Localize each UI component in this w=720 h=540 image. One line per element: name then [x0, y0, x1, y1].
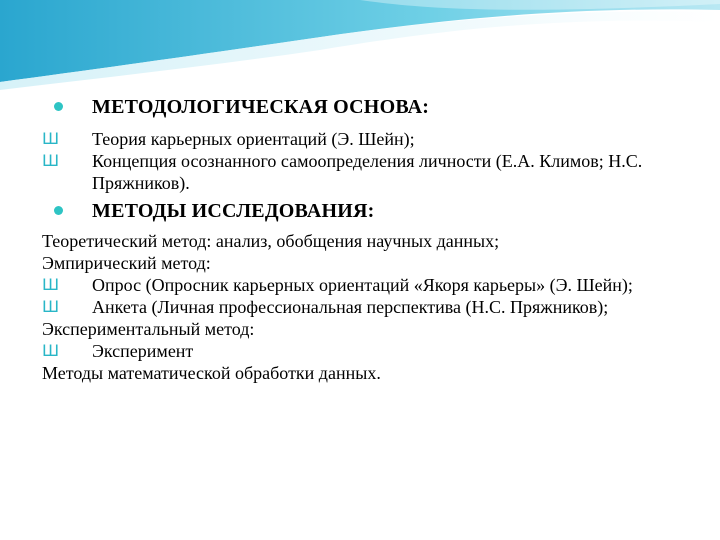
section-heading: МЕТОДЫ ИССЛЕДОВАНИЯ: — [92, 200, 375, 222]
empirical-method: Эмпирический метод: — [42, 253, 211, 273]
bullet-marker-icon: Ш — [42, 151, 60, 170]
list-item — [42, 150, 692, 194]
list-item — [42, 128, 692, 150]
bullet-dot-icon — [54, 102, 63, 111]
bullet-marker-icon: Ш — [42, 297, 60, 316]
list-item-text: Опрос (Опросник карьерных ориентаций «Якоря карьеры» (Э. Шейн); — [92, 275, 633, 295]
experimental-method: Экспериментальный метод: — [42, 319, 255, 339]
list-item-text: Анкета (Личная профессиональная перспектива (Н.С. Пряжников); — [92, 297, 609, 317]
list-item-text: Эксперимент — [92, 341, 194, 361]
bullet-dot-icon — [54, 206, 63, 215]
theoretical-method: Теоретический метод: анализ, обобщения научных данных; — [42, 231, 500, 251]
section-research-methods — [42, 200, 692, 230]
math-methods: Методы математической обработки данных. — [42, 363, 381, 383]
section-heading: МЕТОДОЛОГИЧЕСКАЯ ОСНОВА: — [92, 96, 430, 118]
bullet-marker-icon: Ш — [42, 275, 60, 294]
header-wave-decoration — [0, 0, 720, 90]
list-item — [42, 274, 692, 296]
bullet-marker-icon: Ш — [42, 129, 60, 148]
bullet-marker-icon: Ш — [42, 341, 60, 360]
list-item-text: Концепция осознанного самоопределения личности (Е.А. Климов; Н.С. Пряжников). — [92, 151, 643, 193]
list-item — [42, 340, 692, 362]
section-methodological-basis — [42, 96, 692, 126]
list-item-text: Теория карьерных ориентаций (Э. Шейн); — [92, 129, 415, 149]
slide-content — [42, 96, 692, 384]
list-item — [42, 296, 692, 318]
